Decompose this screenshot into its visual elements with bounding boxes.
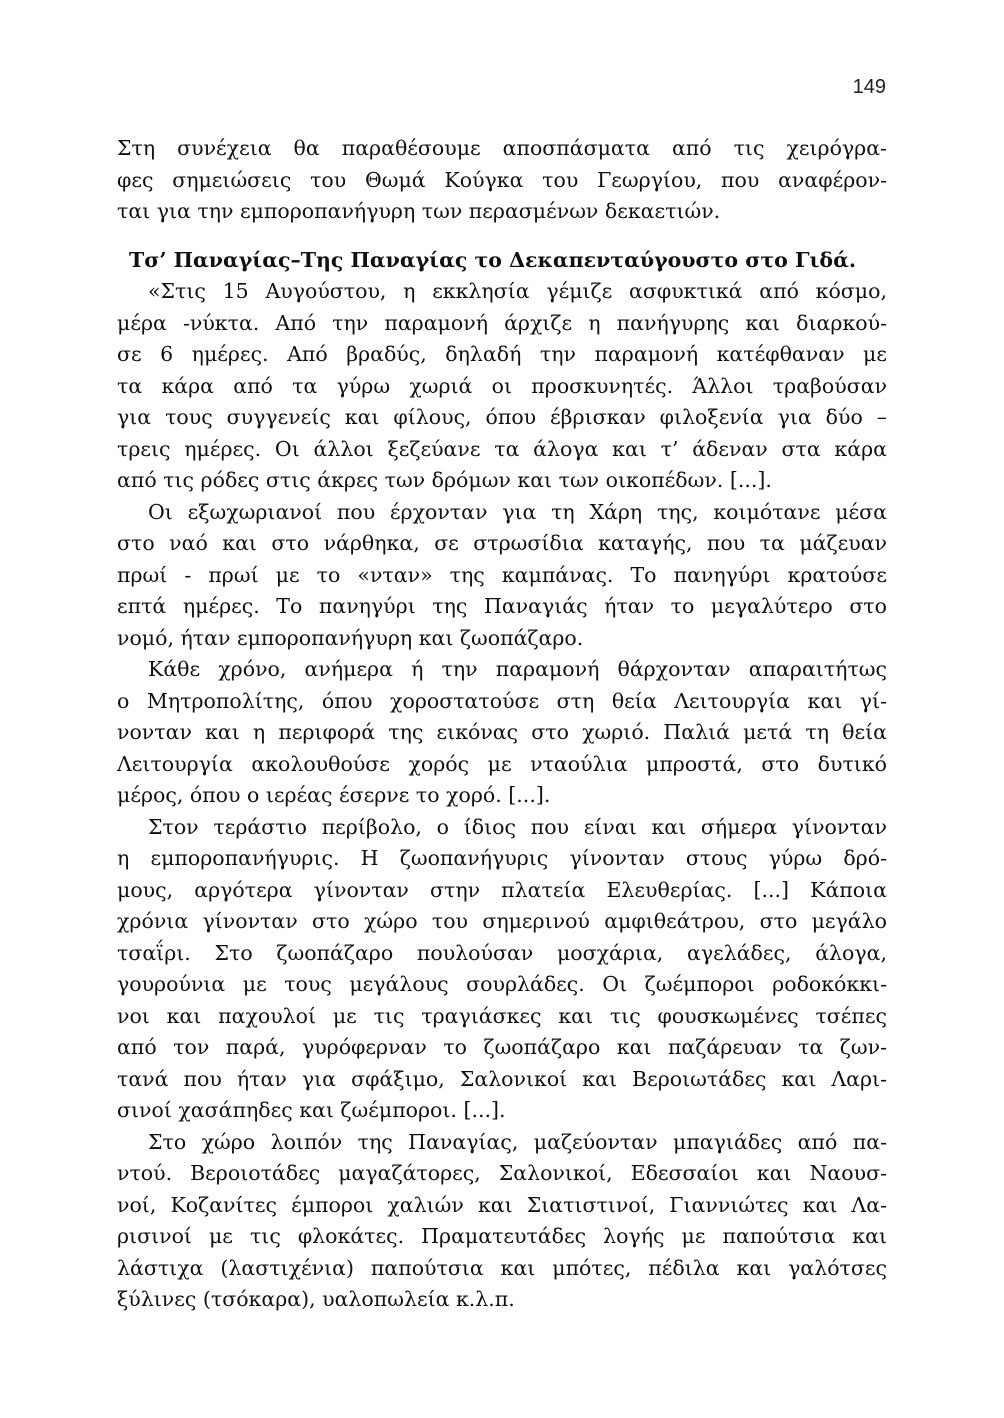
text-line: Κάθε χρόνο, ανήμερα ή την παραμονή θάρχονταν απαραιτήτως (148, 657, 887, 681)
text-line: τα κάρα από τα γύρω χωριά οι προσκυνητές. Άλλοι τραβούσαν (117, 373, 887, 398)
text-line: χρόνια γίνονταν στο χώρο του σημερινού αμφιθεάτρου, στο μεγάλο (117, 909, 887, 933)
paragraph-1 (117, 276, 887, 497)
text-line: σε 6 ημέρες. Από βραδύς, δηλαδή την παραμονή κατέφθαναν με (117, 342, 887, 366)
text-line: για τους συγγενείς και φίλους, όπου έβρισκαν φιλοξενία για δύο – (117, 405, 887, 429)
page-body (117, 133, 887, 1316)
text-line: «Στις 15 Αυγούστου, η εκκλησία γέμιζε ασφυκτικά από κόσμο, (148, 279, 887, 303)
text-line: γουρούνια με τους μεγάλους σουρλάδες. Οι ζωέμποροι ροδοκόκκι- (117, 972, 887, 996)
text-line: η εμποροπανήγυρις. Η ζωοπανήγυρις γίνονταν στους γύρω δρό- (117, 846, 887, 870)
text-line: στο ναό και στο νάρθηκα, σε στρωσίδια καταγής, που τα μάζευαν (117, 531, 887, 555)
text-line: επτά ημέρες. Το πανηγύρι της Παναγιάς ήταν το μεγαλύτερο στο (117, 594, 887, 618)
intro-paragraph (117, 133, 887, 228)
text-line: τσαΐρι. Στο ζωοπάζαρο πουλούσαν μοσχάρια, αγελάδες, άλογα, (117, 940, 887, 965)
paragraph-5 (117, 1127, 887, 1316)
text-line: νοι και παχουλοί με τις τραγιάσκες και τις φουσκωμένες τσέπες (117, 1003, 887, 1028)
text-line: Στη συνέχεια θα παραθέσουμε αποσπάσματα από τις χειρόγρα- (117, 136, 887, 160)
section-heading: Τσ’ Παναγίας–Της Παναγίας το Δεκαπενταύγουστο στο Γιδά. (129, 247, 857, 272)
text-line: λάστιχα (λαστιχένια) παπούτσια και μπότες, πέδιλα και γαλότσες (117, 1255, 887, 1280)
text-line: πρωί - πρωί με το «νταν» της καμπάνας. Το πανηγύρι κρατούσε (117, 562, 887, 587)
text-line: νοί, Κοζανίτες έμποροι χαλιών και Σιατιστινοί, Γιαννιώτες και Λα- (117, 1192, 887, 1217)
text-line: νομό, ήταν εμποροπανήγυρη και ζωοπάζαρο. (117, 625, 584, 650)
text-line: Οι εξωχωριανοί που έρχονταν για τη Χάρη της, κοιμότανε μέσα (148, 499, 887, 524)
text-line: από τον παρά, γυρόφερναν το ζωοπάζαρο και παζάρευαν τα ζων- (117, 1035, 887, 1059)
text-line: Στον τεράστιο περίβολο, ο ίδιος που είναι και σήμερα γίνονταν (148, 814, 887, 839)
text-line: ρισινοί με τις φλοκάτες. Πραματευτάδες λογής με παπούτσια και (117, 1224, 887, 1248)
text-line: σινοί χασάπηδες και ζωέμποροι. [...]. (117, 1098, 506, 1122)
text-line: τρεις ημέρες. Οι άλλοι ξεζεύανε τα άλογα και τ’ άδεναν στα κάρα (117, 436, 887, 461)
paragraph-3 (117, 654, 887, 812)
text-line: μέρος, όπου ο ιερέας έσερνε το χορό. [...]. (117, 783, 551, 807)
text-line: νονταν και η περιφορά της εικόνας στο χωριό. Παλιά μετά τη θεία (117, 720, 887, 744)
page-number: 149 (852, 76, 886, 98)
paragraph-2 (117, 497, 887, 655)
text-line: φες σημειώσεις του Θωμά Κούγκα του Γεωργίου, που αναφέρον- (117, 167, 887, 192)
text-line: από τις ρόδες στις άκρες των δρόμων και των οικοπέδων. [...]. (117, 468, 772, 492)
text-line: ξύλινες (τσόκαρα), υαλοπωλεία κ.λ.π. (117, 1287, 515, 1311)
paragraph-4 (117, 812, 887, 1127)
text-line: μους, αργότερα γίνονταν στην πλατεία Ελευθερίας. [...] Κάποια (117, 877, 887, 902)
text-line: Λειτουργία ακολουθούσε χορός με νταούλια μπροστά, στο δυτικό (117, 751, 887, 776)
text-line: μέρα -νύκτα. Από την παραμονή άρχιζε η πανήγυρης και διαρκού- (117, 310, 887, 335)
text-line: ται για την εμποροπανήγυρη των περασμένων δεκαετιών. (117, 199, 721, 223)
text-line: Στο χώρο λοιπόν της Παναγίας, μαζεύονταν μπαγιάδες από πα- (148, 1129, 887, 1154)
text-line: ο Μητροπολίτης, όπου χοροστατούσε στη θεία Λειτουργία και γί- (117, 688, 887, 713)
text-line: τανά που ήταν για σφάξιμο, Σαλονικοί και Βεροιωτάδες και Λαρι- (117, 1066, 887, 1091)
text-line: ντού. Βεροιοτάδες μαγαζάτορες, Σαλονικοί, Εδεσσαίοι και Ναουσ- (117, 1161, 887, 1185)
